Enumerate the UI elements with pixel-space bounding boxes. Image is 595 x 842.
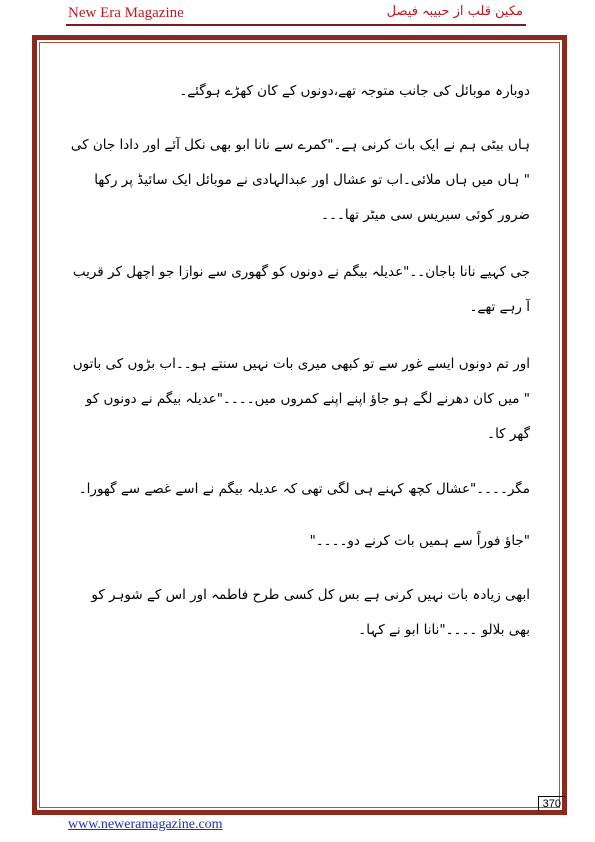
magazine-title: New Era Magazine <box>68 5 184 21</box>
paragraph: ابھی زیادہ بات نہیں کرنی ہے بس کل کسی طرح فاطمہ اور اس کے شوہر کو بھی بلالو ۔۔۔۔"نانا ابو نے کہا۔ <box>91 587 530 638</box>
paragraph: جی کہیے نانا باجان۔۔"عدیلہ بیگم نے دونوں کو گھوری سے نوازا جو اچھل کر قریب آ رہے تھے۔ <box>72 264 530 315</box>
header-divider <box>66 24 526 26</box>
paragraph: اور تم دونوں ایسے غور سے تو کبھی میری بات نہیں سنتے ہو۔۔اب بڑوں کی باتوں " میں کان دھرنے لگے ہو جاؤ اپنے اپنے کمروں میں۔۔۔۔"عدیلہ بیگم نے دونوں کو گھر کا۔ <box>72 356 530 442</box>
paragraph: دوبارہ موبائل کی جانب متوجہ تھے،دونوں کے کان کھڑے ہوگئے۔ <box>179 83 530 99</box>
paragraph: "جاؤ فوراً سے ہمیں بات کرنے دو۔۔۔۔" <box>309 533 530 549</box>
website-link[interactable]: www.neweramagazine.com <box>68 817 223 832</box>
story-title: مکین قلب از حبیبہ فیصل <box>386 4 523 19</box>
story-body <box>66 76 530 670</box>
page-number: 370 <box>538 796 565 811</box>
paragraph: مگر۔۔۔۔"عشال کچھ کہنے ہی لگی تھی کہ عدیلہ بیگم نے اسے غصے سے گھورا۔ <box>78 481 530 497</box>
paragraph: ہاں بیٹی ہم نے ایک بات کرنی ہے۔"کمرے سے نانا ابو بھی نکل آئے اور دادا جان کی " ہاں میں ہاں ملائی۔اب تو عشال اور عبدالہادی نے موبائل ایک سائیڈ پر رکھا ضرور کوئی سیریس سی میٹر تھا۔۔۔ <box>70 137 530 223</box>
